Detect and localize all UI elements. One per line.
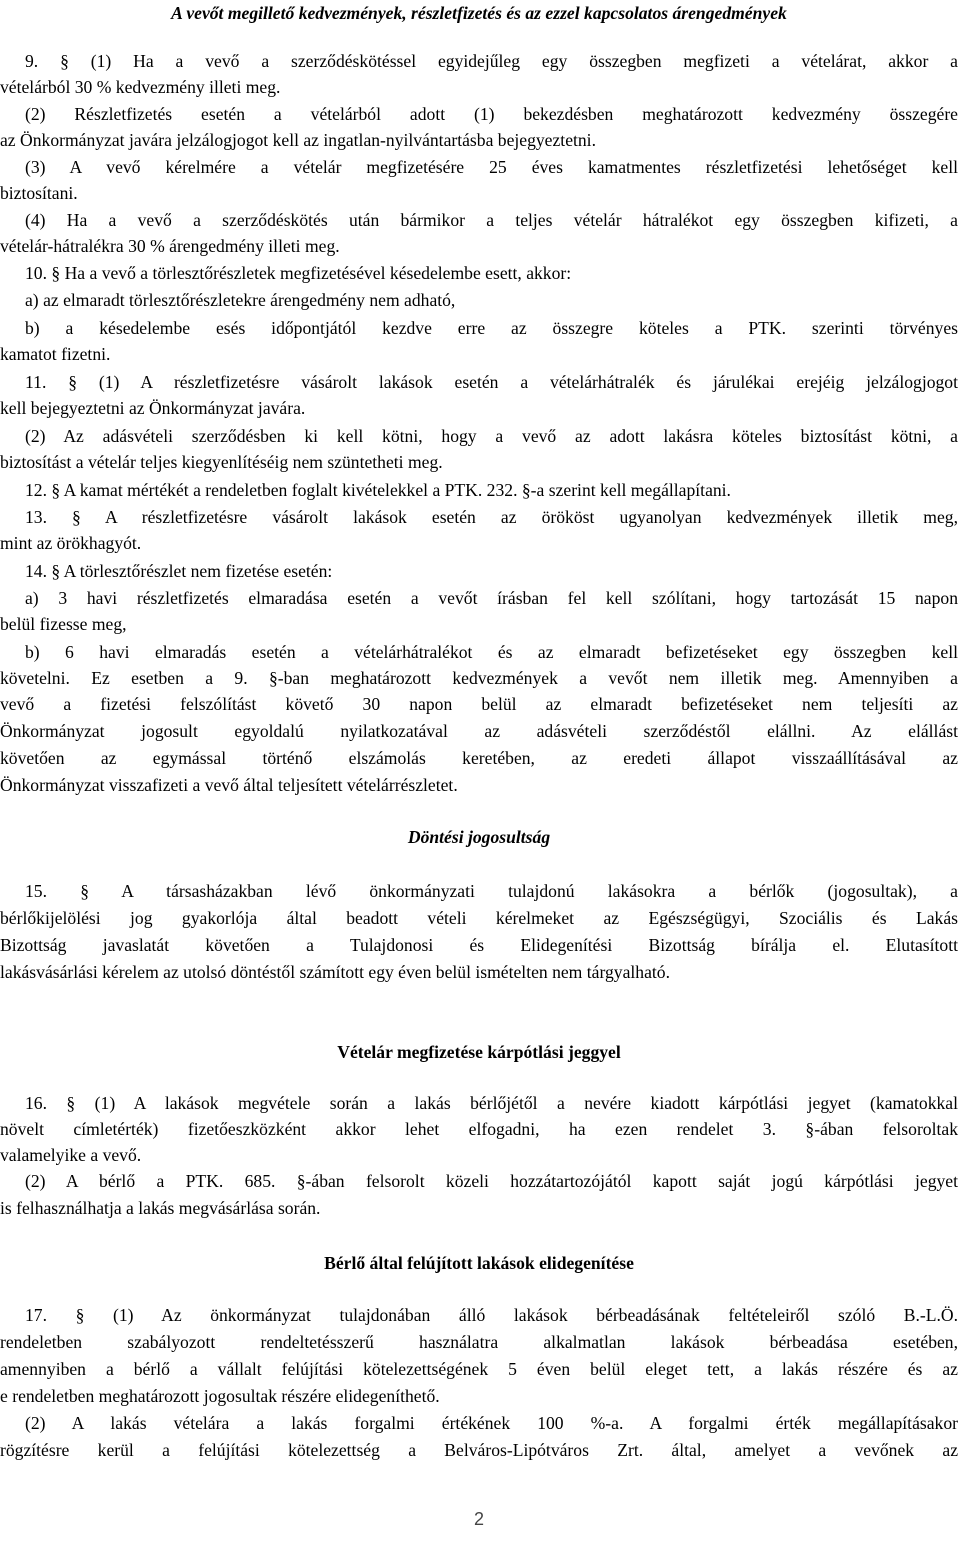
text-line: kell bejegyeztetni az Önkormányzat javára. bbox=[0, 398, 306, 418]
text-line: növelt címletérték) fizetőeszközként akkor lehet elfogadni, ha ezen rendelet 3. §-ában felsoroltak bbox=[0, 1119, 958, 1139]
text-line: 10. § Ha a vevő a törlesztőrészletek megfizetésével késedelembe esett, akkor: bbox=[25, 263, 572, 283]
text-line: kamatot fizetni. bbox=[0, 344, 111, 364]
text-line: 17. § (1) Az önkormányzat tulajdonában álló lakások bérbeadásának feltételeiről szóló B.-L.Ö. bbox=[25, 1305, 958, 1325]
section-heading: Vételár megfizetése kárpótlási jeggyel bbox=[337, 1042, 621, 1062]
text-line: (4) Ha a vevő a szerződéskötés után bármikor a teljes vételár hátralékot egy összegben kifizeti, a bbox=[25, 210, 958, 230]
text-line: (2) Az adásvételi szerződésben ki kell kötni, hogy a vevő az adott lakásra köteles biztosítást kötni, a bbox=[25, 426, 958, 446]
text-line: (2) A lakás vételára a lakás forgalmi értékének 100 %-a. A forgalmi érték megállapításakor bbox=[25, 1413, 958, 1433]
text-line: biztosítást a vételár teljes kiegyenlítéséig nem szüntetheti meg. bbox=[0, 452, 443, 472]
text-line: valamelyike a vevő. bbox=[0, 1145, 142, 1165]
text-line: b) a késedelembe esés időpontjától kezdve erre az összegre köteles a PTK. szerinti törvényes bbox=[25, 318, 958, 338]
text-line: mint az örökhagyót. bbox=[0, 533, 142, 553]
text-line: b) 6 havi elmaradás esetén a vételárhátralékot és az elmaradt befizetéseket egy összegben kell bbox=[25, 642, 958, 662]
page-number: 2 bbox=[473, 1509, 484, 1529]
text-line: Önkormányzat visszafizeti a vevő által teljesített vételárrészletet. bbox=[0, 775, 458, 795]
text-line: Önkormányzat jogosult egyoldalú nyilatkozatával az adásvételi szerződéstől elállni. Az elállást bbox=[0, 721, 958, 741]
text-line: 14. § A törlesztőrészlet nem fizetése esetén: bbox=[25, 561, 333, 581]
text-line: biztosítani. bbox=[0, 183, 78, 203]
text-line: a) 3 havi részletfizetés elmaradása esetén a vevőt írásban fel kell szólítani, hogy tartozását 15 napon bbox=[25, 588, 958, 608]
text-line: 12. § A kamat mértékét a rendeletben foglalt kivételekkel a PTK. 232. §-a szerint kell megállapítani. bbox=[25, 480, 731, 500]
text-line: 9. § (1) Ha a vevő a szerződéskötéssel egyidejűleg egy összegben megfizeti a vételárat, akkor a bbox=[25, 51, 958, 71]
section-heading: Döntési jogosultság bbox=[407, 827, 551, 847]
text-line: követelni. Ez esetben a 9. §-ban meghatározott kedvezmények a vevőt nem illetik meg. Amennyiben a bbox=[0, 668, 958, 688]
text-line: 11. § (1) A részletfizetésre vásárolt lakások esetén a vételárhátralék és járulékai erejéig jelzálogjogot bbox=[25, 372, 958, 392]
text-line: (3) A vevő kérelmére a vételár megfizetésére 25 éves kamatmentes részletfizetési lehetőséget kell bbox=[25, 157, 958, 177]
text-line: Bizottság javaslatát követően a Tulajdonosi és Elidegenítési Bizottság bírálja el. Elutasított bbox=[0, 935, 958, 955]
text-line: 15. § A társasházakban lévő önkormányzati tulajdonú lakásokra a bérlők (jogosultak), a bbox=[25, 881, 958, 901]
text-line: (2) A bérlő a PTK. 685. §-ában felsorolt közeli hozzátartozójától kapott saját jogú kárpótlási jegyet bbox=[25, 1171, 958, 1191]
text-line: bérlőkijelölési jog gyakorlója által beadott vételi kérelmeket az Egészségügyi, Szociális és Lakás bbox=[0, 908, 958, 928]
text-line: az Önkormányzat javára jelzálogjogot kell az ingatlan-nyilvántartásba bejegyeztetni. bbox=[0, 130, 596, 150]
text-line: is felhasználhatja a lakás megvásárlása során. bbox=[0, 1198, 321, 1218]
text-line: vételárból 30 % kedvezmény illeti meg. bbox=[0, 77, 281, 97]
text-line: rendeletben szabályozott rendeltetésszerű használatra alkalmatlan lakások bérbeadása esetében, bbox=[0, 1332, 958, 1352]
text-line: rögzítésre kerül a felújítási kötelezettség a Belváros-Lipótváros Zrt. által, amelyet a vevőnek az bbox=[0, 1440, 958, 1460]
text-line: e rendeletben meghatározott jogosultak részére elidegeníthető. bbox=[0, 1386, 440, 1406]
text-line: amennyiben a bérlő a vállalt felújítási kötelezettségének 5 éven belül eleget tett, a lakás részére és az bbox=[0, 1359, 958, 1379]
text-line: a) az elmaradt törlesztőrészletekre árengedmény nem adható, bbox=[25, 290, 456, 310]
text-line: lakásvásárlási kérelem az utolsó döntéstől számított egy éven belül ismételten nem tárgyalható. bbox=[0, 962, 670, 982]
text-line: (2) Részletfizetés esetén a vételárból adott (1) bekezdésben meghatározott kedvezmény összegére bbox=[25, 104, 958, 124]
text-line: követően az egymással történő elszámolás keretében, az eredeti állapot visszaállításával az bbox=[0, 748, 958, 768]
section-heading: Bérlő által felújított lakások elidegenítése bbox=[324, 1253, 634, 1273]
text-line: belül fizesse meg, bbox=[0, 614, 127, 634]
text-line: vételár-hátralékra 30 % árengedmény illeti meg. bbox=[0, 236, 340, 256]
text-line: vevő a fizetési felszólítást követő 30 napon belül az elmaradt befizetéseket nem teljesíti az bbox=[0, 694, 958, 714]
page-title: A vevőt megillető kedvezmények, részletfizetés és az ezzel kapcsolatos árengedmények bbox=[171, 3, 787, 23]
text-line: 16. § (1) A lakások megvétele során a lakás bérlőjétől a nevére kiadott kárpótlási jegyet (kamatokkal bbox=[25, 1093, 958, 1113]
text-line: 13. § A részletfizetésre vásárolt lakások esetén az örököst ugyanolyan kedvezmények illetik meg, bbox=[25, 507, 958, 527]
